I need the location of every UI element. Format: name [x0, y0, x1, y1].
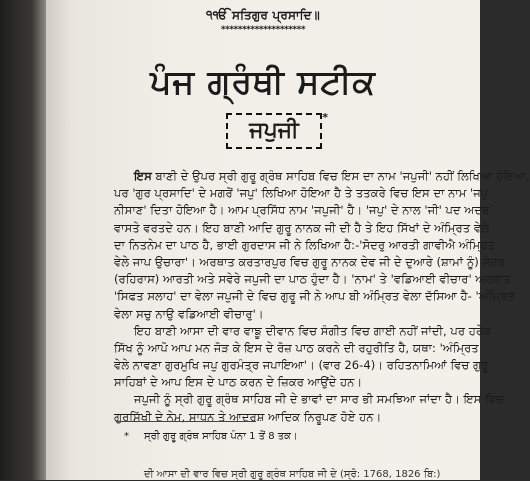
footnote-mark: * — [124, 431, 129, 442]
paragraph-line: ਗੁਰਸਿੱਖੀ ਦੇ ਨੇਮ, ਸਾਧਨ ਤੇ ਆਦਰਸ਼ ਆਦਿਕ ਨਿਰੂਪਣ ਹੋਏ ਹਨ। — [114, 409, 382, 424]
lead-word: ਇਸ — [134, 169, 152, 183]
paragraph-line: ਪਰ 'ਗੁਰ ਪ੍ਰਸਾਦਿ' ਦੇ ਮਗਰੋਂ 'ਜਪੁ' ਲਿਖਿਆ ਹੋਇਆ ਹੈ ਤੇ ਤਤਕਰੇ ਵਿਚ ਇਸ ਦਾ ਨਾਮ 'ਜਪੁ — [114, 186, 489, 201]
paragraph-line: ਸਿੱਖ ਨੂੰ ਆਪੋ ਆਪ ਮਨ ਜੋੜ ਕੇ ਇਸ ਦੇ ਰੋਜ਼ ਪਾਠ ਕਰਨੇ ਦੀ ਰਹੁਰੀਤਿ ਹੈ, ਯਥਾ: 'ਅੰਮ੍ਰਿਤ — [114, 340, 479, 355]
book-page — [46, 0, 530, 480]
paragraph-line-text: ਬਾਣੀ ਦੇ ਉਪਰ ਸ੍ਰੀ ਗੁਰੂ ਗ੍ਰੰਥ ਸਾਹਿਬ ਵਿਚ ਇਸ ਦਾ ਨਾਮ 'ਜਪੁਜੀ' ਨਹੀਂ ਲਿਖਿਆ ਹੋਇਆ, — [151, 169, 530, 183]
paragraph-line: ਜਪੁਜੀ ਨੂੰ ਸ੍ਰੀ ਗੁਰੂ ਗ੍ਰੰਥ ਸਾਹਿਬ ਜੀ ਦੇ ਭਾਵਾਂ ਦਾ ਸਾਰ ਭੀ ਸਮਝਿਆ ਜਾਂਦਾ ਹੈ। ਇਸ ਵਿਚ — [134, 392, 504, 407]
paragraph-line: ਸਾਹਿਬਾਂ ਦੇ ਆਪ ਇਸ ਦੇ ਪਾਠ ਕਰਨ ਦੇ ਜ਼ਿਕਰ ਆਉਂਦੇ ਹਨ। — [114, 375, 363, 390]
paragraph-line: ਵੇਲੇ ਜਾਪ ਉਚਾਰਾ'। ਅਰਥਾਤ ਕਰਤਾਰਪੁਰ ਵਿਚ ਗੁਰੂ ਨਾਨਕ ਦੇਵ ਜੀ ਦੇ ਦੁਆਰੇ (ਸ਼ਾਮਾਂ ਨੂੰ) ਸੋਦਰ — [114, 254, 506, 269]
footnote — [124, 430, 298, 443]
body-text — [114, 168, 530, 426]
invocation-heading: ੧ੴ ਸਤਿਗੁਰ ਪ੍ਰਸਾਦਿ॥ — [206, 8, 320, 22]
paragraph-line: ਨੀਸਾਣ' ਦਿਤਾ ਹੋਇਆ ਹੈ। ਆਮ ਪ੍ਰਸਿੱਧ ਨਾਮ 'ਜਪੁਜੀ' ਹੈ। 'ਜਪੁ' ਦੇ ਨਾਲ 'ਜੀ' ਪਦ ਅਦਬ — [114, 203, 490, 218]
chapter-title-box — [226, 111, 328, 149]
footnote-text: ਸ੍ਰੀ ਗੁਰੂ ਗ੍ਰੰਥ ਸਾਹਿਬ ਪੰਨਾ 1 ਤੋਂ 8 ਤਕ। — [144, 431, 298, 442]
footnote-cut-line: ਦੀ ਆਸਾ ਦੀ ਵਾਰ ਵਿਚ ਸ੍ਰੀ ਗੁਰੂ ਗ੍ਰੰਥ ਸਾਹਿਬ ਜੀ ਦੇ (ਸ੍ਰੋ: 1768, 1826 ਬਿ:) — [144, 469, 441, 480]
paragraph-line: (ਰਹਿਰਾਸ) ਆਰਤੀ ਅਤੇ ਸਵੇਰੇ ਜਪੁਜੀ ਦਾ ਪਾਠ ਹੁੰਦਾ ਹੈ। 'ਨਾਮ' ਤੇ 'ਵਡਿਆਈ ਵੀਚਾਰ' ਅਰਥਾਤ — [114, 272, 511, 287]
divider-stars: ******************** — [220, 25, 306, 35]
chapter-footnote-mark: * — [322, 111, 328, 124]
paragraph-line: ਦਾ ਨਿਤਨੇਮ ਦਾ ਪਾਠ ਹੈ, ਭਾਈ ਗੁਰਦਾਸ ਜੀ ਨੇ ਲਿਖਿਆ ਹੈ:-'ਸੋਦਰੁ ਆਰਤੀ ਗਾਵੀਐ ਅੰਮ੍ਰਿਤ — [114, 237, 495, 252]
paragraph-line — [114, 168, 530, 185]
book-title: ਪੰਜ ਗ੍ਰੰਥੀ ਸਟੀਕ — [150, 62, 376, 101]
paragraph-line: ਵੇਲੇ ਨਾਵਣਾ ਗੁਰਮੁਖਿ ਜਪੁ ਗੁਰਮੰਤ੍ਰ ਜਪਾਇਆ'। (ਵਾਰ 26-4)। ਰਹਿਤਨਾਮਿਆਂ ਵਿਚ ਗੁਰੂ — [114, 358, 489, 373]
paragraph-line: ਇਹ ਬਾਣੀ ਆਸਾ ਦੀ ਵਾਰ ਵਾਙੂ ਦੀਵਾਨ ਵਿਚ ਸੰਗੀਤ ਵਿਚ ਗਾਈ ਨਹੀਂ ਜਾਂਦੀ, ਪਰ ਹਰੇਕ — [134, 323, 491, 338]
footnote-divider — [116, 421, 256, 422]
chapter-title: ਜਪੁਜੀ — [249, 118, 299, 143]
paragraph-line: ਵਾਸਤੇ ਵਰਤਦੇ ਹਨ। ਇਹ ਬਾਣੀ ਆਦਿ ਗੁਰੂ ਨਾਨਕ ਜੀ ਦੀ ਹੈ ਤੇ ਇਹ ਸਿੱਖਾਂ ਦੇ ਅੰਮ੍ਰਿਤ ਵੇਲੇ — [114, 220, 489, 235]
paragraph-line: ਵੇਲਾ ਸਚੁ ਨਾਉ ਵਡਿਆਈ ਵੀਚਾਰੁ'। — [114, 306, 264, 321]
paragraph-line: 'ਸਿਫਤ ਸਲਾਹ' ਦਾ ਵੇਲਾ ਜਪੁਜੀ ਦੇ ਵਿਚ ਗੁਰੂ ਜੀ ਨੇ ਆਪ ਬੀ ਅੰਮ੍ਰਿਤ ਵੇਲਾ ਦੱਸਿਆ ਹੈ- 'ਅੰਮ੍ਰਿਤ — [114, 289, 515, 304]
